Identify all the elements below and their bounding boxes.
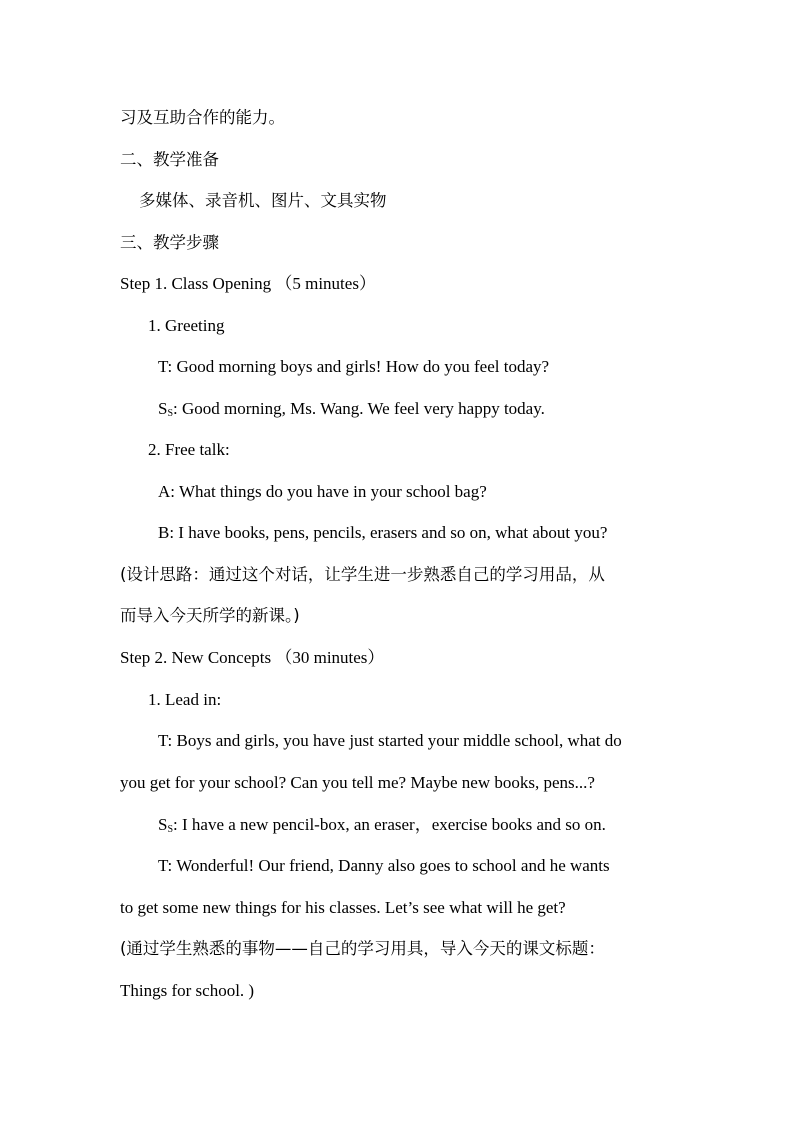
speaker-s-subscript: S (167, 824, 174, 835)
speaker-s: S (158, 815, 168, 834)
dialogue-a-question: A: What things do you have in your school bag? (158, 482, 487, 501)
step2-item-lead-in: 1. Lead in: (148, 690, 222, 709)
design-note-line1: (设计思路：通过这个对话，让学生进一步熟悉自己的学习用品，从 (120, 565, 605, 584)
step2-heading: Step 2. New Concepts （30 minutes） (120, 648, 385, 667)
dialogue-students-answer (158, 815, 606, 835)
dialogue-teacher-danny-line2: to get some new things for his classes. Let’s see what will he get? (120, 898, 566, 917)
step1-heading: Step 1. Class Opening （5 minutes） (120, 274, 376, 293)
paragraph-ability-end: 习及互助合作的能力。 (120, 108, 285, 127)
section-heading-steps: 三、教学步骤 (120, 233, 219, 252)
lead-in-note-line2: Things for school. ) (120, 981, 255, 1000)
dialogue-students-greeting (158, 399, 545, 419)
dialogue-b-answer: B: I have books, pens, pencils, erasers and so on, what about you? (158, 523, 608, 542)
dialogue-teacher-question-line2: you get for your school? Can you tell me? Maybe new books, pens...? (120, 773, 595, 792)
dialogue-text: : Good morning, Ms. Wang. We feel very happy today. (173, 399, 545, 418)
step1-item-greeting: 1. Greeting (148, 316, 225, 335)
section-heading-preparation: 二、教学准备 (120, 150, 219, 169)
dialogue-text: : I have a new pencil-box, an eraser，exercise books and so on. (173, 815, 606, 834)
speaker-s-subscript: S (167, 408, 174, 419)
preparation-materials: 多媒体、录音机、图片、文具实物 (139, 191, 387, 210)
design-note-line2: 而导入今天所学的新课。) (120, 606, 300, 625)
speaker-s: S (158, 399, 168, 418)
dialogue-teacher-danny-line1: T: Wonderful! Our friend, Danny also goes to school and he wants (158, 856, 610, 875)
dialogue-teacher-question-line1: T: Boys and girls, you have just started your middle school, what do (158, 731, 622, 750)
step1-item-free-talk: 2. Free talk: (148, 440, 230, 459)
lead-in-note-line1: (通过学生熟悉的事物——自己的学习用具，导入今天的课文标题： (120, 939, 605, 958)
dialogue-teacher-greeting: T: Good morning boys and girls! How do you feel today? (158, 357, 550, 376)
